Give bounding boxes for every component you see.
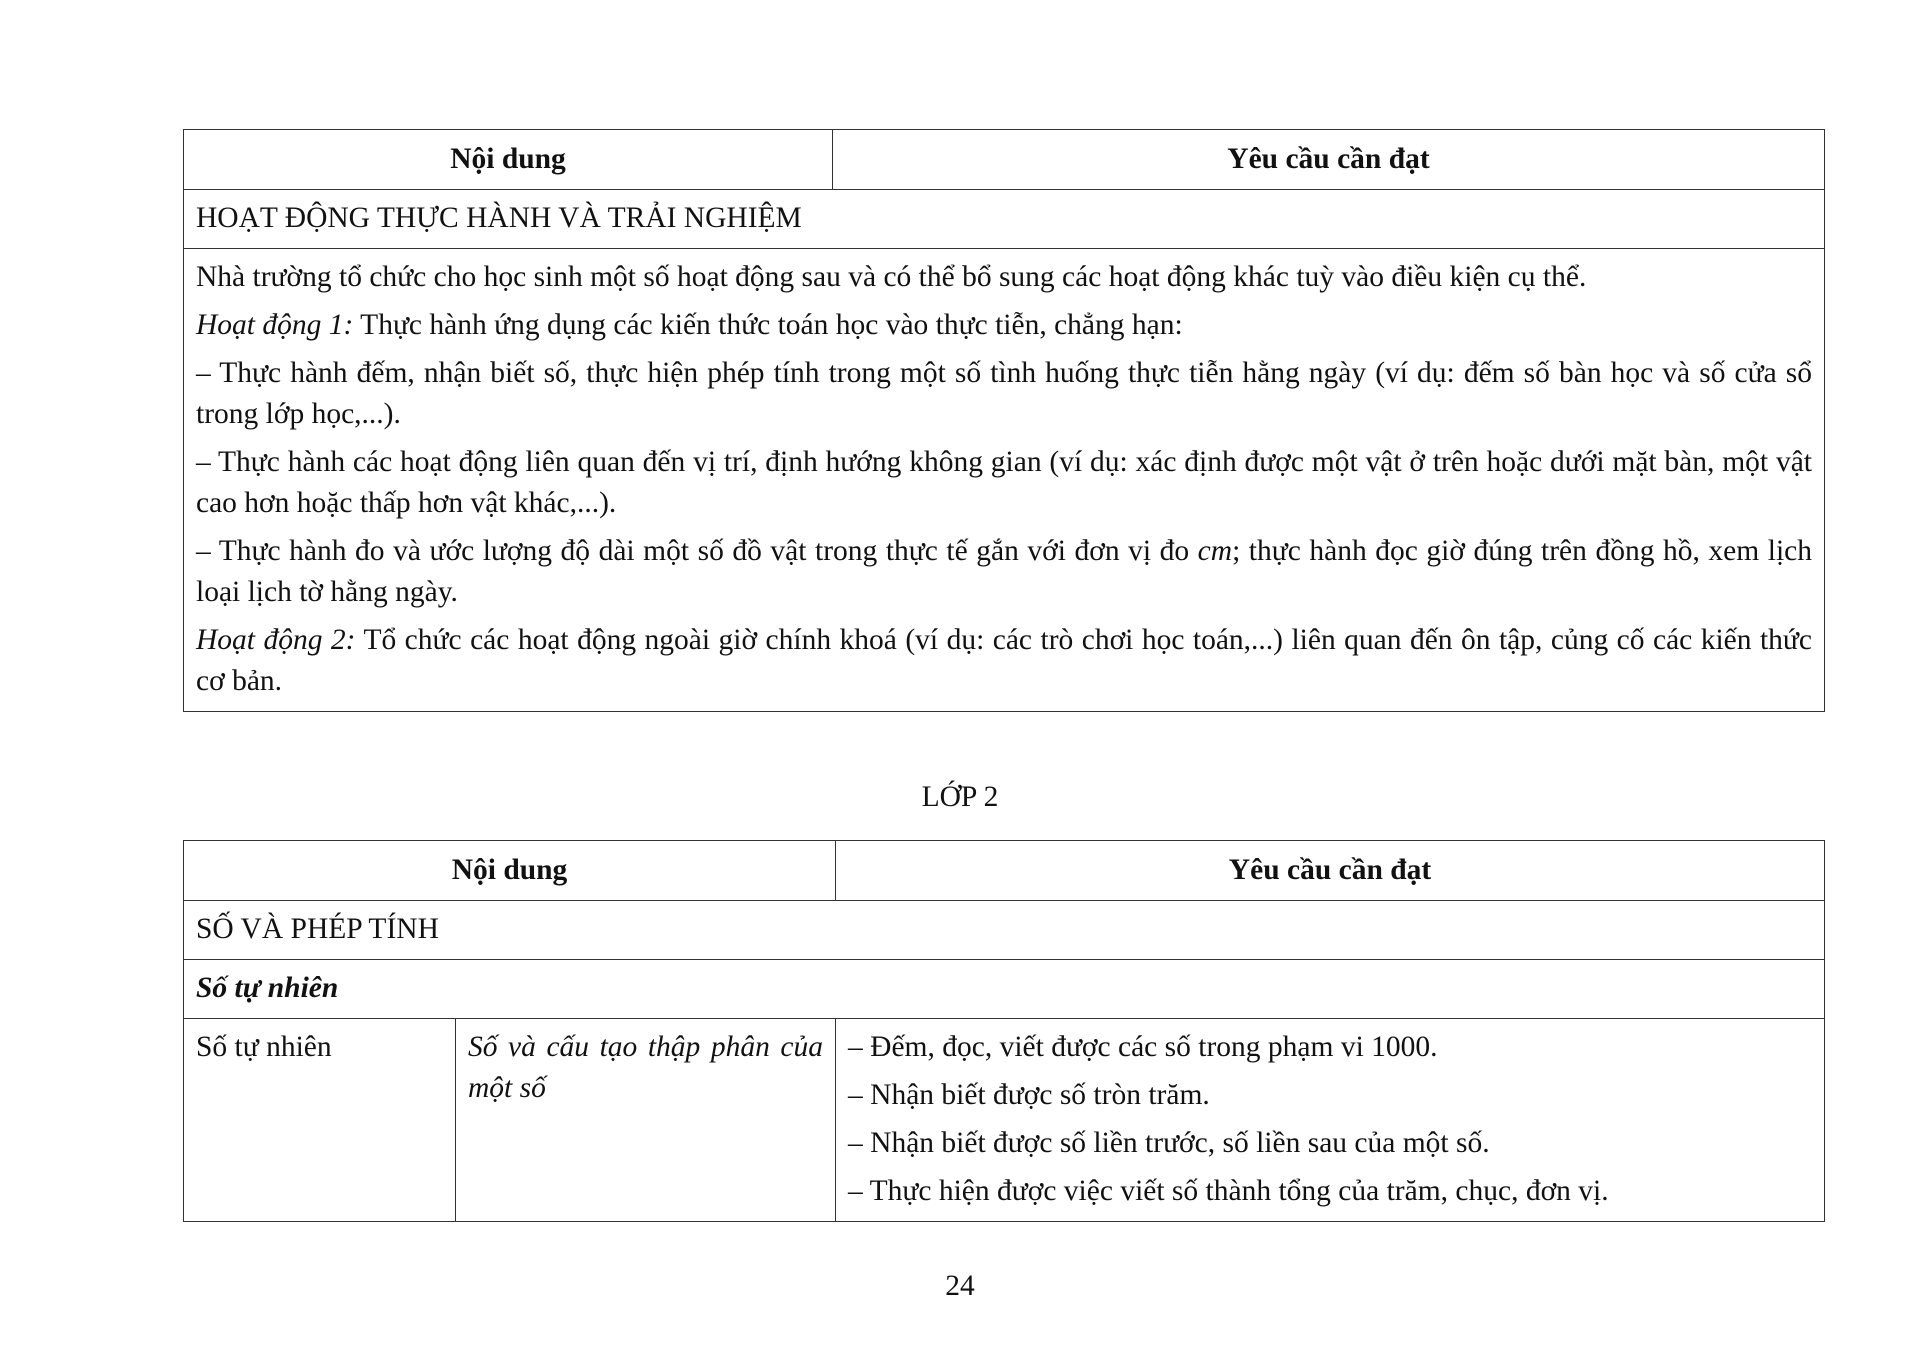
bullet-3-before: – Thực hành đo và ước lượng độ dài một số đồ vật trong thực tế gắn với đơn vị đo <box>196 535 1198 567</box>
table-header-row <box>184 841 1825 901</box>
grade-title: LỚP 2 <box>921 781 999 813</box>
activity-1 <box>196 305 1812 346</box>
activities-row <box>184 249 1825 712</box>
section-row <box>184 190 1825 249</box>
activity-2 <box>196 620 1812 702</box>
requirement-item: – Thực hiện được việc viết số thành tổng của trăm, chục, đơn vị. <box>848 1175 1609 1207</box>
header-content: Nội dung <box>184 130 833 190</box>
table-header-row <box>184 130 1825 190</box>
activity-1-label: Hoạt động 1: <box>196 309 354 341</box>
subsection-row <box>184 960 1825 1019</box>
activity-2-label: Hoạt động 2: <box>196 624 356 656</box>
table-row <box>184 1019 1825 1222</box>
section-row <box>184 901 1825 960</box>
section-title: SỐ VÀ PHÉP TÍNH <box>184 901 1825 960</box>
page-number: 24 <box>945 1270 975 1302</box>
header-requirements: Yêu cầu cần đạt <box>836 841 1825 901</box>
requirement-item: – Nhận biết được số liền trước, số liền sau của một số. <box>848 1127 1490 1159</box>
activity-1-bullet-2: – Thực hành các hoạt động liên quan đến vị trí, định hướng không gian (ví dụ: xác định được một vật ở trên hoặc dưới mặt bàn, một vật cao hơn hoặc thấp hơn vật khác,...). <box>196 446 1812 519</box>
grade-2-table <box>183 840 1825 1222</box>
header-content: Nội dung <box>184 841 836 901</box>
section-title: HOẠT ĐỘNG THỰC HÀNH VÀ TRẢI NGHIỆM <box>184 190 1825 249</box>
topic-cell: Số tự nhiên <box>184 1019 456 1222</box>
activities-table <box>183 129 1825 712</box>
subtopic-cell: Số và cấu tạo thập phân của một số <box>456 1019 836 1222</box>
requirement-item: – Đếm, đọc, viết được các số trong phạm vi 1000. <box>848 1031 1438 1063</box>
activity-1-bullet-1: – Thực hành đếm, nhận biết số, thực hiện phép tính trong một số tình huống thực tiễn hằng ngày (ví dụ: đếm số bàn học và số cửa sổ trong lớp học,...). <box>196 357 1812 430</box>
activity-1-text: Thực hành ứng dụng các kiến thức toán học vào thực tiễn, chẳng hạn: <box>353 309 1183 341</box>
requirements-cell <box>836 1019 1825 1222</box>
activities-cell <box>184 249 1825 712</box>
activity-2-text: Tổ chức các hoạt động ngoài giờ chính khoá (ví dụ: các trò chơi học toán,...) liên quan đến ôn tập, củng cố các kiến thức cơ bản. <box>196 624 1813 697</box>
bullet-3-after: ; thực hành đọc giờ đúng trên đồng hồ, xem lịch loại lịch tờ hằng ngày. <box>196 535 1812 608</box>
subsection-title: Số tự nhiên <box>184 960 1825 1019</box>
header-requirements: Yêu cầu cần đạt <box>833 130 1825 190</box>
requirement-item: – Nhận biết được số tròn trăm. <box>848 1079 1210 1111</box>
activities-intro: Nhà trường tổ chức cho học sinh một số hoạt động sau và có thể bổ sung các hoạt động khác tuỳ vào điều kiện cụ thể. <box>196 261 1587 293</box>
activity-1-bullet-3 <box>196 531 1812 613</box>
bullet-3-unit: cm <box>1197 535 1233 567</box>
